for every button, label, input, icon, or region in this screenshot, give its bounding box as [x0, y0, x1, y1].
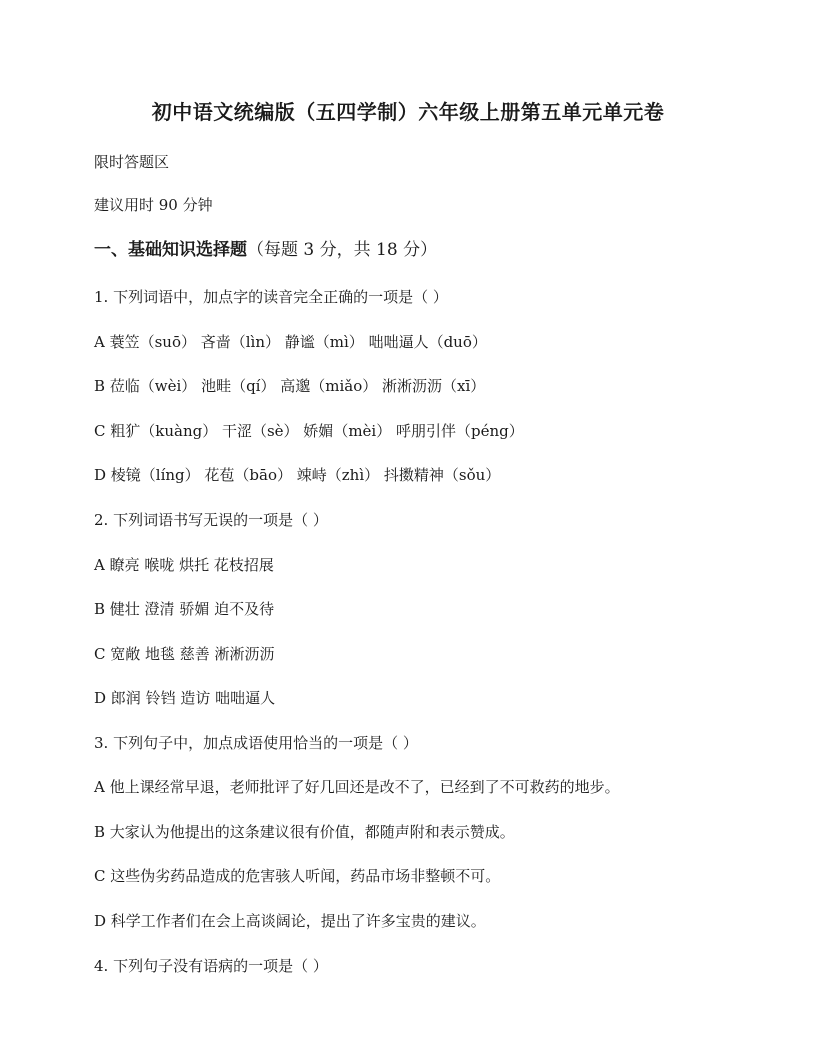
question-option: C 这些伪劣药品造成的危害骇人听闻，药品市场非整顿不可。 [94, 867, 501, 885]
question-option: D 郎润 铃铛 造访 咄咄逼人 [94, 689, 276, 707]
question-option: B 健壮 澄清 骄媚 迫不及待 [94, 600, 275, 618]
time-limit-label: 限时答题区 [94, 153, 170, 171]
question-option: B 大家认为他提出的这条建议很有价值，都随声附和表示赞成。 [94, 823, 515, 841]
question-option: A 蓑笠（suō） 吝啬（lìn） 静谧（mì） 咄咄逼人（duō） [94, 333, 487, 351]
section-heading [94, 239, 437, 261]
question-option: A 瞭亮 喉咙 烘托 花枝招展 [94, 556, 274, 574]
question-option: C 宽敞 地毯 慈善 淅淅沥沥 [94, 645, 275, 663]
question-stem: 1. 下列词语中，加点字的读音完全正确的一项是（ ） [94, 288, 448, 306]
suggested-time-label: 建议用时 90 分钟 [94, 196, 213, 214]
question-stem: 2. 下列词语书写无误的一项是（ ） [94, 511, 328, 529]
section-heading-note: （每题 3 分，共 18 分） [247, 240, 438, 260]
question-option: B 莅临（wèi） 池畦（qí） 高邈（miǎo） 淅淅沥沥（xī） [94, 377, 486, 395]
question-stem: 3. 下列句子中，加点成语使用恰当的一项是（ ） [94, 734, 418, 752]
question-option: C 粗犷（kuàng） 干涩（sè） 娇媚（mèi） 呼朋引伴（péng） [94, 422, 524, 440]
question-option: A 他上课经常早退，老师批评了好几回还是改不了，已经到了不可救药的地步。 [94, 778, 620, 796]
question-option: D 棱镜（líng） 花苞（bāo） 竦峙（zhì） 抖擞精神（sǒu） [94, 466, 501, 484]
question-stem: 4. 下列句子没有语病的一项是（ ） [94, 957, 328, 975]
section-heading-title: 一、基础知识选择题 [94, 240, 247, 260]
document-title: 初中语文统编版（五四学制）六年级上册第五单元单元卷 [151, 100, 665, 124]
question-option: D 科学工作者们在会上高谈阔论，提出了许多宝贵的建议。 [94, 912, 486, 930]
